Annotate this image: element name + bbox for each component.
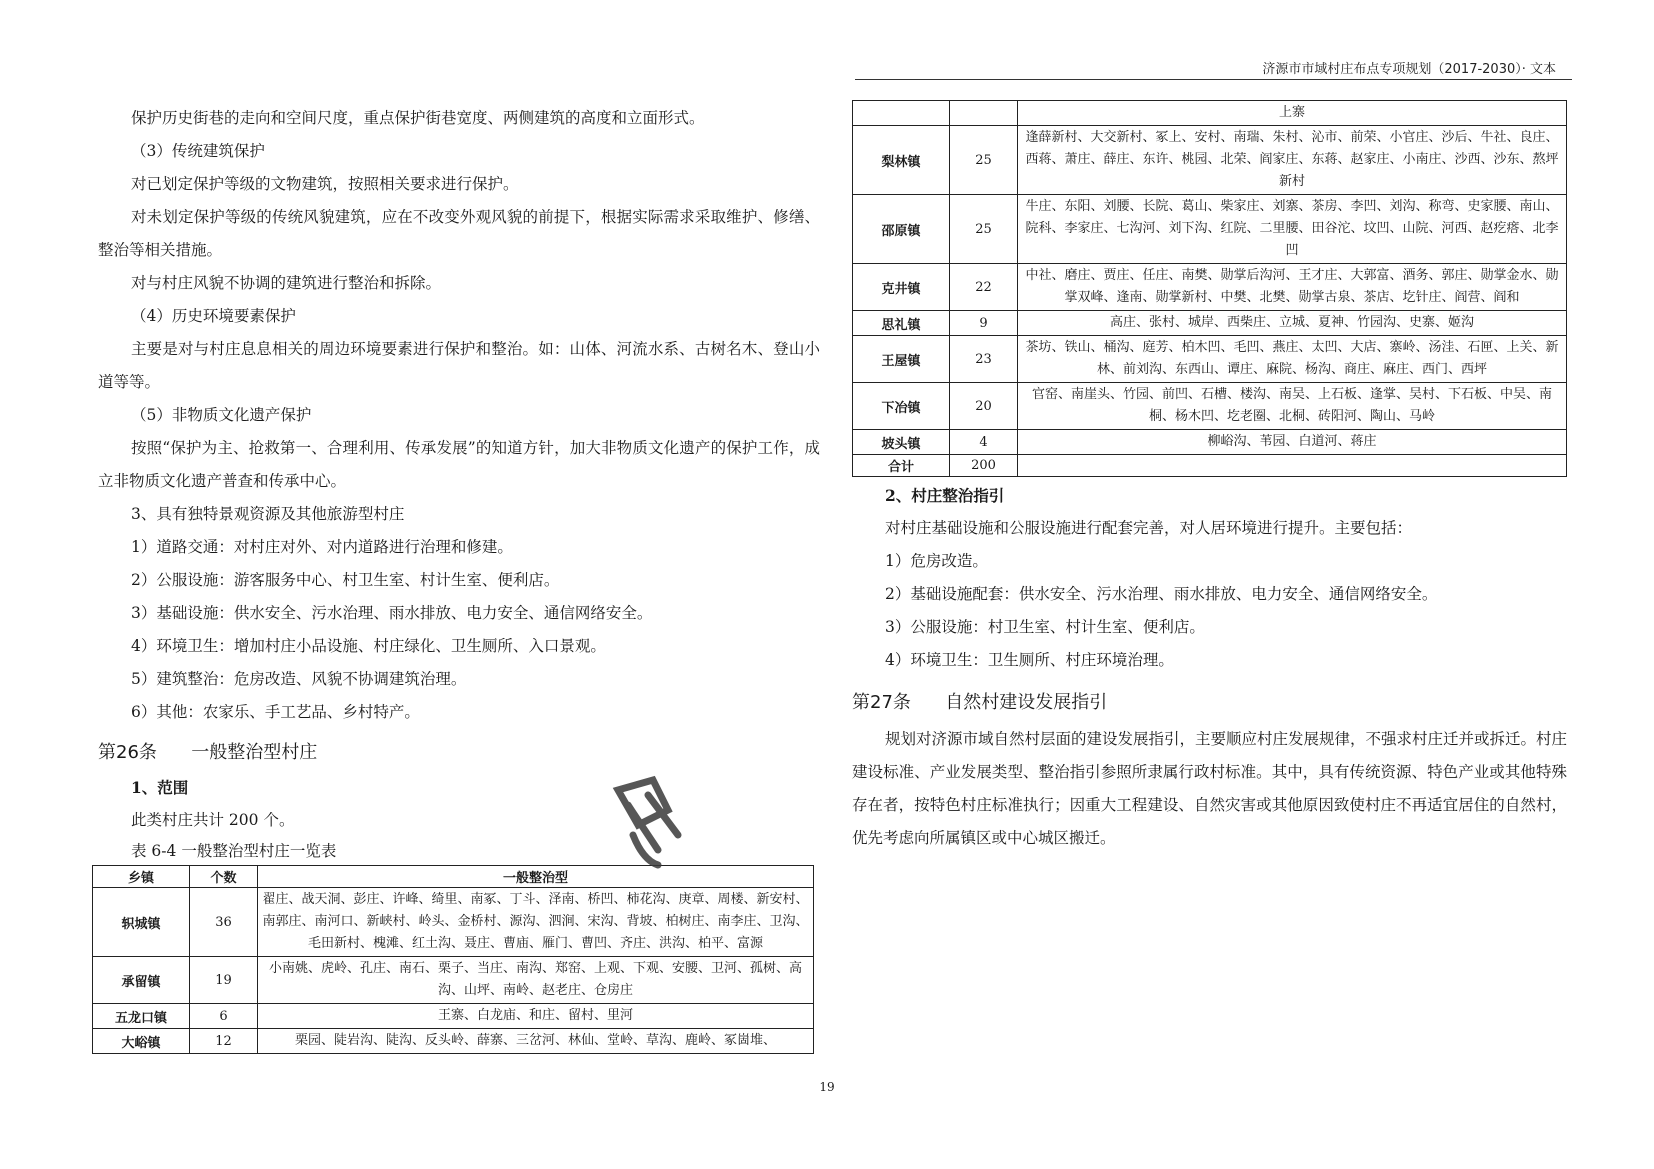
count-cell: 200: [950, 455, 1018, 477]
paragraph: 1）危房改造。: [885, 552, 988, 570]
villages-cell: 牛庄、东阳、刘腰、长院、葛山、柴家庄、刘寨、茶房、李凹、刘沟、称弯、史家腰、南山、院科、李家庄、七沟河、刘下沟、红院、二里腰、田谷沱、坟凹、山院、河西、赵疙瘩、北李凹: [1018, 195, 1567, 264]
table-row: [853, 195, 1567, 264]
table-row: [853, 264, 1567, 311]
paragraph: 5）建筑整治：危房改造、风貌不协调建筑治理。: [131, 670, 467, 688]
article-26-heading: 第26条 一般整治型村庄: [98, 742, 318, 763]
paragraph: 4）环境卫生：增加村庄小品设施、村庄绿化、卫生厕所、入口景观。: [131, 637, 606, 655]
section-heading: 2、村庄整治指引: [885, 486, 1005, 505]
villages-cell: 栗园、陡岩沟、陡沟、反头岭、薛寨、三岔河、林仙、堂岭、草沟、鹿岭、冢崮堆、: [258, 1029, 814, 1054]
villages-cell: 高庄、张村、城岸、西柴庄、立城、夏神、竹园沟、史寨、姬沟: [1018, 311, 1567, 336]
paragraph: 此类村庄共计 200 个。: [131, 811, 295, 829]
paragraph: 3）基础设施：供水安全、污水治理、雨水排放、电力安全、通信网络安全。: [131, 604, 653, 622]
count-cell: 23: [950, 336, 1018, 383]
paragraph: 保护历史街巷的走向和空间尺度，重点保护街巷宽度、两侧建筑的高度和立面形式。: [131, 109, 705, 127]
town-cell: 克井镇: [853, 264, 950, 311]
count-cell: 12: [190, 1029, 258, 1054]
villages-cell: 中社、磨庄、贾庄、任庄、南樊、勋掌后沟河、王才庄、大郭富、酒务、郭庄、勋掌金水、勋掌双峰、逢南、勋掌新村、中樊、北樊、勋掌古泉、茶店、圪针庄、阎营、阎和: [1018, 264, 1567, 311]
villages-cell: 柳峪沟、苇园、白道河、蒋庄: [1018, 430, 1567, 455]
table-row: [93, 888, 814, 957]
table-row: [93, 957, 814, 1004]
town-cell: 合计: [853, 455, 950, 477]
paragraph: 主要是对与村庄息息相关的周边环境要素进行保护和整治。如：山体、河流水系、古树名木、登山小道等等。: [98, 340, 820, 391]
paragraph: 2）公服设施：游客服务中心、村卫生室、村计生室、便利店。: [131, 571, 560, 589]
town-cell: 五龙口镇: [93, 1004, 190, 1029]
town-cell: 轵城镇: [93, 888, 190, 957]
villages-cell: 翟庄、战天洞、彭庄、许峰、绮里、南冢、丁斗、泽南、桥凹、柿花沟、庚章、周楼、新安村、南郭庄、南河口、新峡村、岭头、金桥村、源沟、泗涧、宋沟、背坡、柏树庄、南李庄、卫沟、毛田新村、槐滩、红土沟、聂庄、曹庙、雁门、曹凹、齐庄、洪沟、柏平、富源: [258, 888, 814, 957]
page-header: 济源市市域村庄布点专项规划（2017-2030）· 文本: [1262, 62, 1556, 77]
table-row: [853, 383, 1567, 430]
paragraph: 规划对济源市域自然村层面的建设发展指引，主要顺应村庄发展规律，不强求村庄迁并或拆迁。村庄建设标准、产业发展类型、整治指引参照所隶属行政村标准。其中，具有传统资源、特色产业或其他特殊存在者，按特色村庄标准执行；因重大工程建设、自然灾害或其他原因致使村庄不再适宜居住的自然村，优先考虑向所属镇区或中心城区搬迁。: [852, 730, 1568, 847]
paragraph: 3、具有独特景观资源及其他旅游型村庄: [131, 505, 405, 523]
count-cell: 4: [950, 430, 1018, 455]
paragraph: （3）传统建筑保护: [131, 142, 265, 160]
villages-cell: 官窑、南崖头、竹园、前凹、石槽、楼沟、南吴、上石板、逢掌、吴村、下石板、中吴、南桐、杨木凹、圪老圈、北桐、砖阳河、陶山、马岭: [1018, 383, 1567, 430]
paragraph: 3）公服设施：村卫生室、村计生室、便利店。: [885, 618, 1205, 636]
count-cell: 22: [950, 264, 1018, 311]
table-caption: 表 6-4 一般整治型村庄一览表: [131, 842, 337, 860]
village-table-left: [92, 865, 814, 1054]
page-number: 19: [819, 1080, 835, 1094]
town-cell: 梨林镇: [853, 126, 950, 195]
article-27-heading: 第27条 自然村建设发展指引: [852, 692, 1108, 713]
table-row: [853, 430, 1567, 455]
column-header: 个数: [190, 866, 258, 888]
town-cell: 下冶镇: [853, 383, 950, 430]
count-cell: 9: [950, 311, 1018, 336]
town-cell: 思礼镇: [853, 311, 950, 336]
paragraph: （5）非物质文化遗产保护: [131, 406, 312, 424]
town-cell: 坡头镇: [853, 430, 950, 455]
villages-cell: 王寨、白龙庙、和庄、留村、里河: [258, 1004, 814, 1029]
villages-cell: 逢薛新村、大交新村、冢上、安村、南瑞、朱村、沁市、前荣、小官庄、沙后、牛社、良庄、西蒋、萧庄、薛庄、东许、桃园、北荣、阎家庄、东蒋、赵家庄、小南庄、沙西、沙东、熬坪新村: [1018, 126, 1567, 195]
paragraph: 对村庄基础设施和公服设施进行配套完善，对人居环境进行提升。主要包括：: [885, 519, 1413, 537]
count-cell: 20: [950, 383, 1018, 430]
paragraph: 6）其他：农家乐、手工艺品、乡村特产。: [131, 703, 420, 721]
town-cell: 邵原镇: [853, 195, 950, 264]
village-table-right: [852, 100, 1567, 477]
section-heading: 1、范围: [131, 778, 189, 797]
count-cell: 36: [190, 888, 258, 957]
town-cell: 大峪镇: [93, 1029, 190, 1054]
paragraph: 对已划定保护等级的文物建筑，按照相关要求进行保护。: [131, 175, 519, 193]
table-row: [93, 1004, 814, 1029]
paragraph: 4）环境卫生：卫生厕所、村庄环境治理。: [885, 651, 1174, 669]
count-cell: 6: [190, 1004, 258, 1029]
paragraph: 对未划定保护等级的传统风貌建筑，应在不改变外观风貌的前提下，根据实际需求采取维护、修缮、整治等相关措施。: [98, 208, 820, 259]
count-cell: 19: [190, 957, 258, 1004]
table-total-row: [853, 455, 1567, 477]
table-row: [853, 336, 1567, 383]
table-row: [853, 311, 1567, 336]
paragraph: （4）历史环境要素保护: [131, 307, 296, 325]
count-cell: 25: [950, 126, 1018, 195]
right-column: [852, 100, 1567, 855]
watermark-seal-icon: [598, 765, 688, 870]
count-cell: 25: [950, 195, 1018, 264]
header-rule: [855, 79, 1572, 80]
town-cell: 承留镇: [93, 957, 190, 1004]
paragraph: 2）基础设施配套：供水安全、污水治理、雨水排放、电力安全、通信网络安全。: [885, 585, 1438, 603]
villages-cell: 小南姚、虎岭、孔庄、南石、栗子、当庄、南沟、郑窑、上观、下观、安腰、卫河、孤树、高沟、山坪、南岭、赵老庄、仓房庄: [258, 957, 814, 1004]
villages-cell: 茶坊、铁山、桶沟、庭芳、柏木凹、毛凹、燕庄、太凹、大店、寨岭、汤洼、石匣、上关、新林、前刘沟、东西山、谭庄、麻院、杨沟、商庄、麻庄、西门、西坪: [1018, 336, 1567, 383]
column-header: 乡镇: [93, 866, 190, 888]
column-header: 一般整治型: [258, 866, 814, 888]
paragraph: 1）道路交通：对村庄对外、对内道路进行治理和修建。: [131, 538, 513, 556]
table-header-row: [93, 866, 814, 888]
paragraph: 按照“保护为主、抢救第一、合理利用、传承发展”的知道方针，加大非物质文化遗产的保护工作，成立非物质文化遗产普查和传承中心。: [98, 439, 820, 490]
town-cell: 王屋镇: [853, 336, 950, 383]
villages-cell: 上寨: [1018, 101, 1567, 126]
table-row: [853, 101, 1567, 126]
paragraph: 对与村庄风貌不协调的建筑进行整治和拆除。: [131, 274, 442, 292]
villages-cell: [1018, 455, 1567, 477]
left-column: [98, 102, 820, 1054]
table-row: [853, 126, 1567, 195]
table-row: [93, 1029, 814, 1054]
